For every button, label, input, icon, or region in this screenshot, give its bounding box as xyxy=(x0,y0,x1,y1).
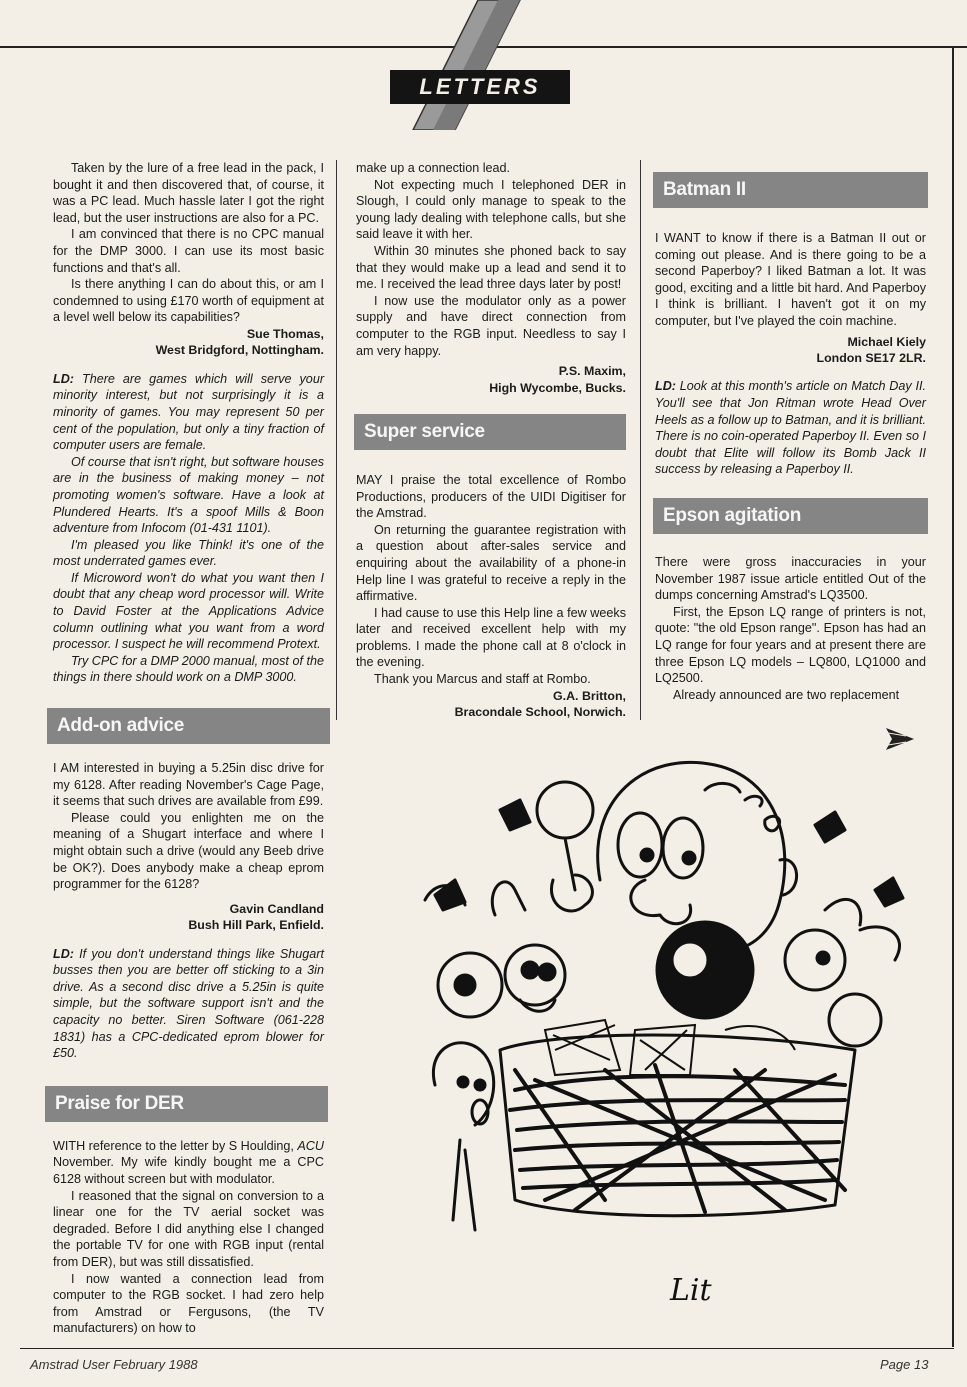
letter-paragraph: I had cause to use this Help line a few weeks later and received excellent help with my problems. I made the phone call at 8 o'clock in the evening. xyxy=(356,605,626,670)
signature-location: London SE17 2LR. xyxy=(816,350,926,365)
letter-paragraph: I now use the modulator only as a power supply and have direct connection from computer to the RGB input. Needless to say I am very happy. xyxy=(356,293,626,358)
signature-location: High Wycombe, Bucks. xyxy=(489,380,626,395)
signature-name: Sue Thomas, xyxy=(246,326,324,341)
letter-paragraph: Already announced are two replacement xyxy=(673,687,900,702)
letter-paragraph: Thank you Marcus and staff at Rombo. xyxy=(374,672,591,687)
header-slash-graphic xyxy=(0,0,967,130)
editor-reply-paragraph: If Microword won't do what you want then I doubt that any cheap word processor will. Write to David Foster at the Applications Advice column outlining what you want from a word processor. I suspect he will recommend Protext. xyxy=(53,570,324,652)
letter-paragraph: make up a connection lead. xyxy=(356,161,511,175)
acu-reference: ACU xyxy=(297,1138,324,1153)
footer-page-number: Page 13 xyxy=(880,1357,929,1372)
signature-name: G.A. Britton, xyxy=(553,688,626,703)
ld-prefix: LD: xyxy=(655,379,676,394)
bottom-frame-line xyxy=(20,1348,954,1349)
signature-name: Gavin Candland xyxy=(229,901,324,916)
ld-prefix: LD: xyxy=(53,371,74,386)
signature-location: West Bridgford, Nottingham. xyxy=(155,343,324,358)
cartoon-signature: Lit xyxy=(670,1273,712,1308)
letter-paragraph: Please could you enlighten me on the meaning of a Shugart interface and where I might obtain such a drive (would any Beeb drive be OK?). Does anybody make a cheap eprom programmer for the 6128? xyxy=(53,810,324,892)
letter-paragraph: Within 30 minutes she phoned back to say that they would make up a lead and send it to me. I received the lead three days later by post! xyxy=(356,243,626,292)
column-2 xyxy=(356,160,626,720)
editor-reply xyxy=(53,946,324,1062)
editor-reply-paragraph: I'm pleased you like Think! it's one of the most underrated games ever. xyxy=(53,537,324,569)
footer-publication: Amstrad User February 1988 xyxy=(30,1357,198,1372)
letter-paragraph: MAY I praise the total excellence of Rombo Productions, producers of the UIDI Digitiser for the Amstrad. xyxy=(356,472,626,521)
heading-add-on-advice: Add-on advice xyxy=(47,708,330,744)
editor-reply xyxy=(655,378,926,478)
letter-paragraph: Taken by the lure of a free lead in the pack, I bought it and then discovered that, of course, it was a PC lead. Much hassle later I got the right lead, but the user instructions are also for a PC. xyxy=(53,161,324,225)
column-1 xyxy=(53,160,324,1337)
letter-paragraph: I am convinced that there is no CPC manual for the DMP 3000. I can use its most basic functions and that's all. xyxy=(53,227,324,275)
heading-super-service: Super service xyxy=(354,414,626,450)
column-rule-1 xyxy=(336,160,337,720)
letter-paragraph: First, the Epson LQ range of printers is not, quote: "the old Epson range". Epson has had an LQ range for four years and at present there are three Epson LQ models – LQ800, LQ1000 and LQ2500. xyxy=(655,604,926,686)
letter-paragraph: I reasoned that the signal on conversion to a linear one for the TV aerial socket was degraded. Before I did anything else I changed the portable TV for one with RGB input (rental from DER), but was still dissatisfied. xyxy=(53,1188,324,1269)
editor-reply-text: If you don't understand things like Shugart busses then you are better off sticking to a 3in drive. As a second disc drive a 5.25in is quite simple, but the software support isn't and the capacity no better. Siren Software (061-228 1831) has a CPC-dedicated eprom blower for £50. xyxy=(53,946,325,1061)
heading-batman-ii: Batman II xyxy=(653,172,928,208)
editor-reply xyxy=(53,371,324,454)
letter-paragraph: I AM interested in buying a 5.25in disc drive for my 6128. After reading November's Cage Page, it seems that such drives are available from £99. xyxy=(53,761,324,809)
cartoon-illustration xyxy=(405,730,945,1320)
letter-paragraph: I now wanted a connection lead from computer to the RGB socket. I had zero help from Amstrad or Fergusons, (the TV manufacturers) on how to xyxy=(53,1271,324,1336)
section-title: LETTERS xyxy=(390,70,570,104)
column-3 xyxy=(655,160,926,703)
column-rule-2 xyxy=(640,160,641,720)
heading-praise-for-der: Praise for DER xyxy=(45,1086,328,1122)
signature-location: Bush Hill Park, Enfield. xyxy=(188,918,324,933)
letter-paragraph: I WANT to know if there is a Batman II out or coming out please. And is there going to be a second Paperboy? I liked Batman a lot. It was good, exciting and a little bit hard. And Paperboy I think is brilliant. I haven't got it on my computer, but I've played the coin machine. xyxy=(655,231,926,328)
heading-epson-agitation: Epson agitation xyxy=(653,498,928,534)
editor-reply-text: There are games which will serve your minority interest, but not surprisingly it is a minority of games. You may represent 50 per cent of the population, but only a tiny fraction of computer users are female. xyxy=(53,371,325,453)
editor-reply-paragraph: Try CPC for a DMP 2000 manual, most of the things in there should work on a DMP 3000. xyxy=(53,653,324,685)
signature-name: Michael Kiely xyxy=(847,334,926,349)
signature-name: P.S. Maxim, xyxy=(558,364,626,379)
letter-paragraph: On returning the guarantee registration with a question about after-sales service and enquiring about the availability of a phone-in Help line I was grateful to receive a reply in the affirmative. xyxy=(356,522,626,604)
signature-location: Bracondale School, Norwich. xyxy=(454,705,626,720)
letter-paragraph: Is there anything I can do about this, or am I condemned to using £170 worth of equipment at a level well below its capabilities? xyxy=(53,277,324,325)
letter-paragraph: There were gross inaccuracies in your November 1987 issue article entitled Out of the dumps concerning Amstrad's LQ3500. xyxy=(655,554,926,603)
ld-prefix: LD: xyxy=(53,946,74,961)
editor-reply-paragraph: Of course that isn't right, but software houses are in the business of making money – not promoting women's software. Have a look at Plundered Hearts. It's a spoof Mills & Boon adventure from Infocom (01-431 1101). xyxy=(53,454,324,536)
right-frame-line xyxy=(952,47,954,1347)
letter-paragraph: Not expecting much I telephoned DER in Slough, I could only manage to speak to the young lady dealing with telephone calls, but she said leave it with her. xyxy=(356,177,626,242)
letter-paragraph: WITH reference to the letter by S Houlding, ACU November. My wife kindly bought me a CPC 6128 without screen but with modulator. xyxy=(53,1138,324,1186)
editor-reply-text: Look at this month's article on Match Day II. You'll see that Jon Ritman wrote Head Over Heels as a follow up to Batman, and it is brilliant. There is no coin-operated Paperboy II. Even so I doubt that Elite will follow its Bomb Jack II success by releasing a Paperboy II. xyxy=(655,379,926,477)
